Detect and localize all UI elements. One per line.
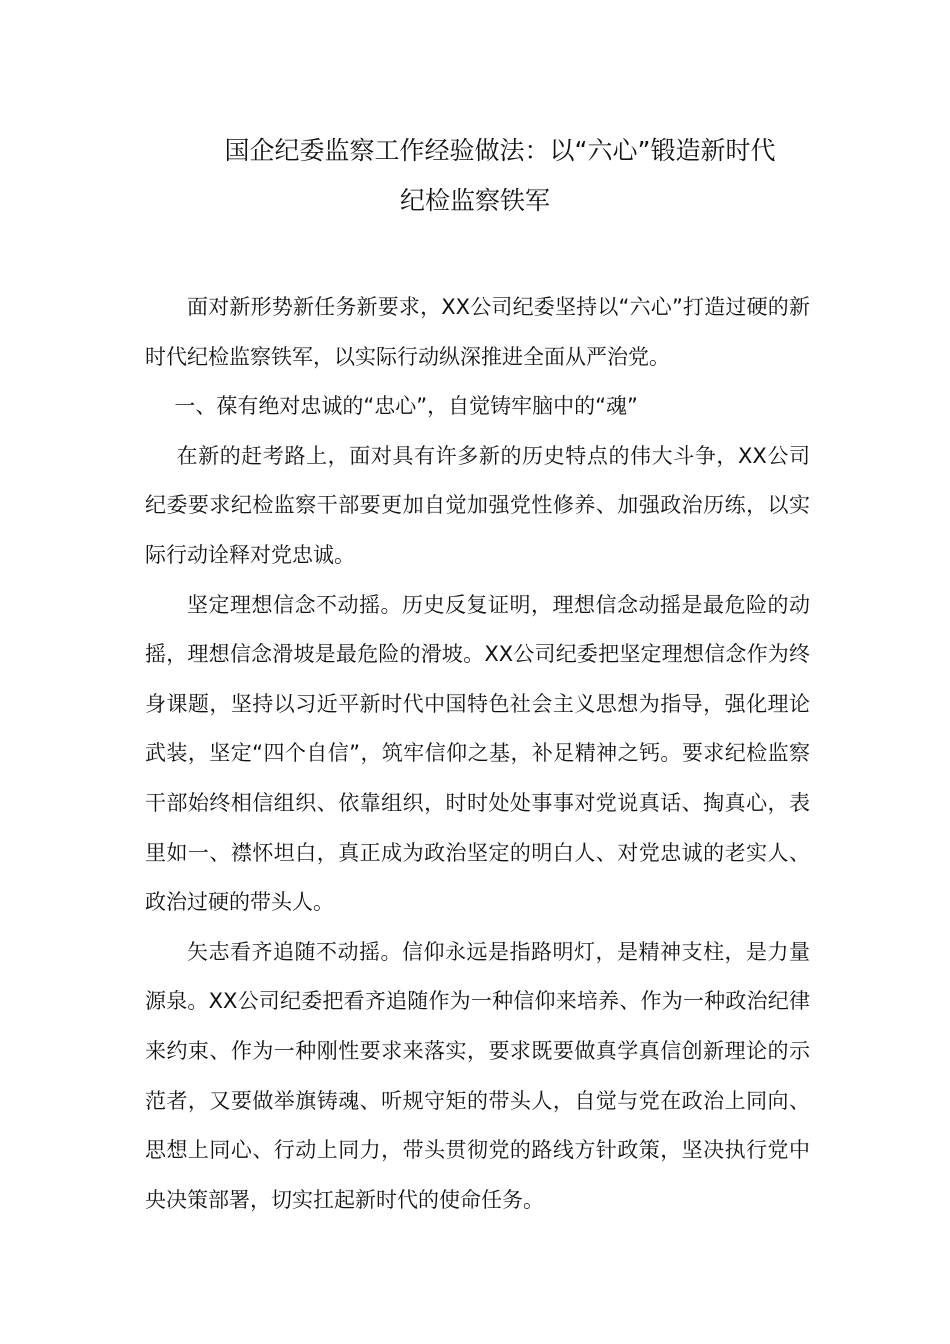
section-heading: 一、葆有绝对忠诚的“忠心”，自觉铸牢脑中的“魂”: [174, 394, 638, 419]
document-body: [145, 283, 810, 1225]
body-paragraph: 在新的赶考路上，面对具有许多新的历史特点的伟大斗争，XX公司纪委要求纪检监察干部要更加自觉加强党性修养、加强政治历练，以实际行动诠释对党忠诚。: [145, 443, 810, 567]
document-title-line2: 纪检监察铁军: [399, 186, 550, 215]
body-paragraph: 矢志看齐追随不动摇。信仰永远是指路明灯，是精神支柱，是力量源泉。XX公司纪委把看齐追随作为一种信仰来培养、作为一种政治纪律来约束、作为一种刚性要求来落实，要求既要做真学真信创新理论的示范者，又要做举旗铸魂、听规守矩的带头人，自觉与党在政治上同向、思想上同心、行动上同力，带头贯彻党的路线方针政策，坚决执行党中央决策部署，切实扛起新时代的使命任务。: [145, 939, 810, 1212]
intro-paragraph: 面对新形势新任务新要求，XX公司纪委坚持以“六心”打造过硬的新时代纪检监察铁军，以实际行动纵深推进全面从严治党。: [145, 295, 810, 369]
document-title-line1: 国企纪委监察工作经验做法：以“六心”锻造新时代: [224, 136, 776, 165]
body-paragraph: 坚定理想信念不动摇。历史反复证明，理想信念动摇是最危险的动摇，理想信念滑坡是最危险的滑坡。XX公司纪委把坚定理想信念作为终身课题，坚持以习近平新时代中国特色社会主义思想为指导，强化理论武装，坚定“四个自信”，筑牢信仰之基，补足精神之钙。要求纪检监察干部始终相信组织、依靠组织，时时处处事事对党说真话、掏真心，表里如一、襟怀坦白，真正成为政治坚定的明白人、对党忠诚的老实人、政治过硬的带头人。: [145, 592, 810, 915]
